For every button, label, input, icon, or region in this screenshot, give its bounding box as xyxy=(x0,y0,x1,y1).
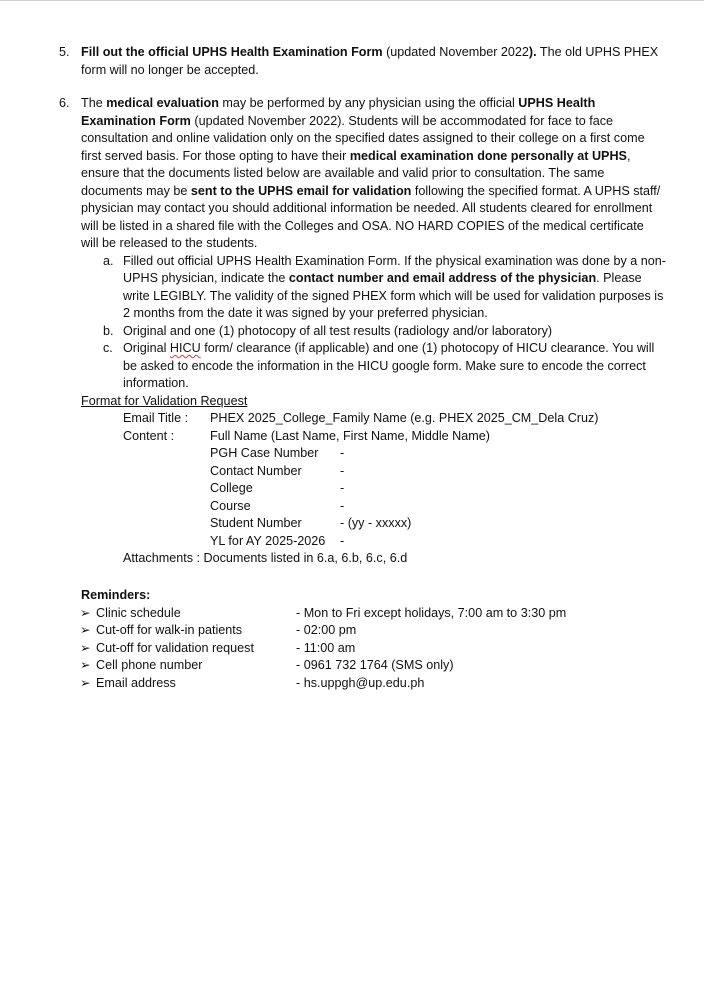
attachments-line: Attachments : Documents listed in 6.a, 6.b, 6.c, 6.d xyxy=(123,551,408,565)
format-block xyxy=(0,410,704,570)
field-label: YL for AY 2025-2026 xyxy=(210,533,326,548)
reminder-label: Email address xyxy=(96,675,176,690)
sub-item-letter: c. xyxy=(103,341,113,355)
field-label: Contact Number xyxy=(210,463,302,478)
spellcheck-word: HICU xyxy=(169,341,201,355)
sub-item-a xyxy=(0,253,704,323)
list-number: 5. xyxy=(59,45,70,59)
sub-item-letter: a. xyxy=(103,253,114,268)
list-item-5 xyxy=(0,44,704,79)
reminder-value: - 11:00 am xyxy=(296,640,356,655)
reminder-value: - hs.uppgh@up.edu.ph xyxy=(296,675,425,690)
arrow-bullet-icon: ➢ xyxy=(80,658,91,672)
field-label: College xyxy=(210,481,253,495)
field-value: - xyxy=(340,498,345,513)
reminder-label: Cell phone number xyxy=(96,658,203,672)
field-label: Course xyxy=(210,498,251,513)
list-item-6 xyxy=(0,95,704,253)
reminder-value: - Mon to Fri except holidays, 7:00 am to 3:30 pm xyxy=(296,605,567,620)
content-value: Full Name (Last Name, First Name, Middle Name) xyxy=(210,428,490,443)
sub-item-letter: b. xyxy=(103,323,114,338)
reminder-value: - 02:00 pm xyxy=(296,623,357,637)
page-top-border xyxy=(0,0,704,1)
reminder-row xyxy=(0,640,704,658)
sub-item-c xyxy=(0,340,704,393)
reminder-label: Clinic schedule xyxy=(96,605,181,620)
reminders-heading: Reminders: xyxy=(81,588,151,602)
sub-item-b-text: Original and one (1) photocopy of all test results (radiology and/or laboratory) xyxy=(123,323,553,338)
reminder-row xyxy=(0,622,704,640)
arrow-bullet-icon: ➢ xyxy=(80,640,91,655)
reminder-row xyxy=(0,657,704,675)
email-title-value: PHEX 2025_College_Family Name (e.g. PHEX 2025_CM_Dela Cruz) xyxy=(210,411,599,425)
field-value: - xyxy=(340,533,345,548)
reminder-row xyxy=(0,605,704,623)
field-label: Student Number xyxy=(210,516,302,530)
sub-item-c-text: Original HICU form/ clearance (if applicable) and one (1) photocopy of HICU clearance. You will be asked to encode the information in the HICU google form. Make sure to encode the correct information. xyxy=(123,341,655,390)
list-number: 6. xyxy=(59,96,70,110)
field-label: PGH Case Number xyxy=(210,446,319,460)
field-value: - xyxy=(340,481,345,495)
field-value: - (yy - xxxxx) xyxy=(340,516,412,530)
arrow-bullet-icon: ➢ xyxy=(80,675,91,690)
list-item-6-text: The medical evaluation may be performed by any physician using the official UPHS Health Examination Form (updated November 2022). Students will be accommodated for face to face consultation and online validation only on the specified dates assigned to their college on a first come first served basis. For those opting to have their medical examination done personally at UPHS, ensure that the documents listed below are available and valid prior to consultation. The same documents may be sent to the UPHS email for validation following the specified format. A UPHS staff/ physician may contact you should additional information be needed. All students cleared for enrollment will be listed in a shared file with the Colleges and OSA. NO HARD COPIES of the medical certificate will be released to the students. xyxy=(81,96,661,250)
sub-item-a-text: Filled out official UPHS Health Examination Form. If the physical examination was done by a non-UPHS physician, indicate the contact number and email address of the physician. Please write LEGIBLY. The validity of the signed PHEX form which will be used for validation purposes is 2 months from the date it was signed by your preferred physician. xyxy=(123,253,666,320)
sub-item-b xyxy=(0,323,704,341)
list-item-5-text: Fill out the official UPHS Health Examination Form (updated November 2022). The old UPHS PHEX form will no longer be accepted. xyxy=(81,45,659,77)
reminder-row xyxy=(0,675,704,693)
arrow-bullet-icon: ➢ xyxy=(80,605,91,620)
field-value: - xyxy=(340,463,345,478)
reminder-label: Cut-off for validation request xyxy=(96,640,254,655)
email-title-label: Email Title : xyxy=(123,411,189,425)
field-value: - xyxy=(340,446,345,460)
document-body xyxy=(0,44,704,692)
arrow-bullet-icon: ➢ xyxy=(80,623,91,637)
reminder-label: Cut-off for walk-in patients xyxy=(96,623,243,637)
format-heading: Format for Validation Request xyxy=(81,393,248,408)
reminder-value: - 0961 732 1764 (SMS only) xyxy=(296,658,454,672)
content-label: Content : xyxy=(123,428,175,443)
